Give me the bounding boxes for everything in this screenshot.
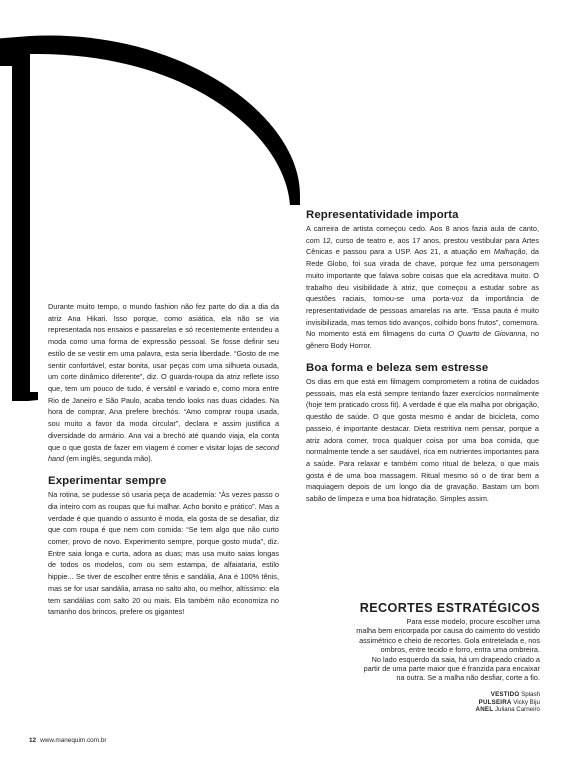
intro-paragraph: Durante muito tempo, o mundo fashion não fez parte do dia a dia da atriz Ana Hikari. Isso porque, como asiática, ela não se via representada nos ensaios e passarelas e só recentemente entendeu a moda como uma forma de expressão pessoal. Se fosse definir seu estilo de se vestir em uma palavra, esta seria liberdade. “Gosto de me sentir confortável, estar bonita, usar peças com uma silhueta ousada, um corte dinâmico diferente”, diz. O guarda-roupa da atriz reflete isso que, tem um pouco de tudo, é versátil e variado e, como mora entre Rio de Janeiro e São Paulo, acaba tendo looks nas duas cidades. Na hora de comprar, Ana prefere brechós. “Amo comprar roupa usada, sou muito a favor da moda circular”, declara e assim justifica a diversidade do armário. Ana vai a brechó até quando viaja, ela conta que o que gosta de fazer em viagem é comer e visitar lojas de second hand (em inglês, segunda mão). [48, 302, 279, 464]
boa-forma-paragraph: Os dias em que está em filmagem comprometem a rotina de cuidados pessoais, mas ela está sempre tentando fazer exercícios normalmente (hoje tem praticado cross fit). A verdade é que ela malha por obrigação, questão de saúde. O que gosta mesmo é andar de bicicleta, como passeio, é importante destacar. Dieta restritiva nem pensar, porque a atriz adora comer, troca qualquer coisa por uma boa comida, que normalmente tende a ser saudável, rica em nutrientes importantes para a saúde. Para relaxar e também como ritual de beleza, o que mais gosta é de uma boa massagem. Ritual mesmo só o de tirar bem a maquiagem depois de um longo dia de gravação. Bastam um bom sabão de limpeza e uma boa hidratação. Simples assim. [306, 376, 539, 504]
recortes-line: No lado esquerdo da saia, há um drapeado criado a [371, 654, 540, 664]
page-footer [29, 737, 107, 744]
left-column [48, 301, 279, 618]
recortes-line: Para esse modelo, procure escolher uma [406, 617, 540, 626]
recortes-line: na outra. Se a malha não desfiar, corte a fio. [396, 673, 540, 683]
recortes-line: assimétrico e cheio de recortes. Gola entretelada e, nos [359, 635, 540, 645]
credit-line: PULSEIRA Vicky Biju [478, 698, 540, 706]
credit-line: VESTIDO Splash [490, 691, 540, 698]
site-url: www.manequim.com.br [40, 737, 107, 744]
recortes-box [297, 600, 540, 683]
recortes-title: RECORTES ESTRATÉGICOS [359, 601, 540, 615]
product-credits [476, 691, 540, 714]
recortes-line: partir de uma parte maior que é franzida para encaixar [363, 664, 540, 674]
recortes-line: malha bem encorpada por causa do caimento do vestido [356, 626, 540, 636]
representatividade-paragraph: A carreira de artista começou cedo. Aos 8 anos fazia aula de canto, com 12, curso de teatro e, aos 17 anos, prestou vestibular para Artes Cênicas e passou para a USP. Aos 21, a atuação em Malhação, da Rede Globo, foi sua virada de chave, porque fez uma personagem muito importante que falava sobre coisas que ela acreditava muito. O trabalho deu visibilidade à atriz, que começou a estudar sobre as questões raciais, tornou-se uma porta-voz da importância de representatividade de pessoas amarelas na arte. “Essa pauta é muito invisibilizada, mas temos tido avanços, colhido bons frutos”, comemora. No momento está em filmagens do curta O Quarto de Giovanna, no gênero Body Horror. [306, 224, 540, 351]
recortes-line: ombros, entre tecido e forro, entra uma ombreira. [380, 645, 540, 655]
section-heading-boa-forma: Boa forma e beleza sem estresse [306, 361, 489, 374]
experimentar-paragraph: Na rotina, se pudesse só usaria peça de academia: “Às vezes passo o dia inteiro com as roupas que fui malhar. Acho bonito e prático”. Mas a verdade é que quando o assunto é moda, ela gosta de se desafiar, diz que com roupa é que nem com comida: “Se tem algo que não curto comer, provo de novo. Experimento sempre, porque gosto muda”, diz. Entre saia longa e curta, adora as duas; mas usa muito saias longas de todos os modelos, com ou sem estampa, de alfaiataria, estilo hippie... Se tiver de escolher entre tênis e sandália, Ana é 100% tênis, mas se for usar sandália, arrasa no salto alto, ou melhor, altíssimo: ela tem sandálias com salto 20 ou mais. Ela também não economiza no tamanho dos brincos, prefere os gigantes! [48, 490, 279, 617]
section-heading-experimentar: Experimentar sempre [48, 475, 167, 488]
right-column [306, 208, 539, 505]
credit-line: ANEL Juliana Carneiro [475, 706, 540, 714]
recortes-text [297, 617, 540, 683]
page-number: 12 [29, 737, 37, 744]
section-heading-representatividade: Representatividade importa [306, 209, 459, 221]
